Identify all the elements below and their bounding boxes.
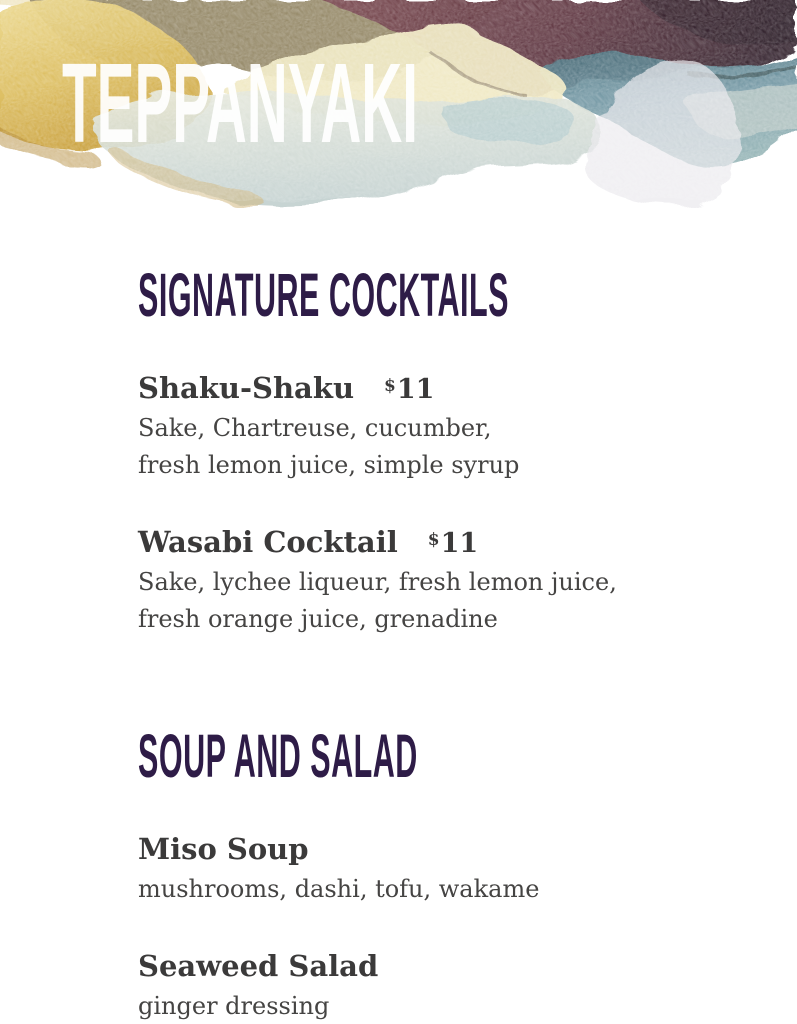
item-description [138, 988, 757, 1024]
section-heading-signature-cocktails [138, 261, 757, 329]
menu-item-shaku-shaku [138, 371, 757, 484]
price-amount: 11 [396, 374, 435, 405]
item-description [138, 871, 757, 908]
price-amount: 11 [440, 528, 479, 559]
item-header [138, 371, 757, 406]
item-header [138, 949, 757, 984]
currency-symbol: $ [427, 530, 440, 550]
item-description [138, 410, 757, 484]
section-heading-text: SIGNATURE COCKTAILS [138, 261, 509, 329]
section-soup-and-salad [138, 832, 757, 1024]
section-heading-soup-and-salad [138, 722, 757, 790]
item-header [138, 525, 757, 560]
menu-title: TEPPANYAKI [62, 40, 418, 166]
description-line: ginger dressing [138, 992, 330, 1020]
menu-content [0, 261, 797, 1024]
currency-symbol: $ [384, 376, 396, 396]
item-description [138, 564, 757, 638]
item-header [138, 832, 757, 867]
section-signature-cocktails [138, 371, 757, 638]
description-line: Sake, lychee liqueur, fresh lemon juice, [138, 568, 617, 596]
item-price [428, 528, 478, 559]
description-line: mushrooms, dashi, tofu, wakame [138, 875, 540, 903]
item-name: Wasabi Cocktail [138, 525, 398, 559]
header-watercolor-art [0, 0, 797, 208]
menu-item-wasabi-cocktail [138, 525, 757, 638]
item-name: Seaweed Salad [138, 949, 379, 983]
menu-item-miso-soup [138, 832, 757, 908]
description-line: fresh lemon juice, simple syrup [138, 451, 520, 479]
section-heading-text: SOUP AND SALAD [138, 722, 418, 790]
item-name: Shaku-Shaku [138, 371, 355, 405]
item-name: Miso Soup [138, 832, 309, 866]
menu-item-seaweed-salad [138, 949, 757, 1024]
description-line: Sake, Chartreuse, cucumber, [138, 414, 492, 442]
description-line: fresh orange juice, grenadine [138, 605, 498, 633]
item-price [384, 374, 434, 405]
